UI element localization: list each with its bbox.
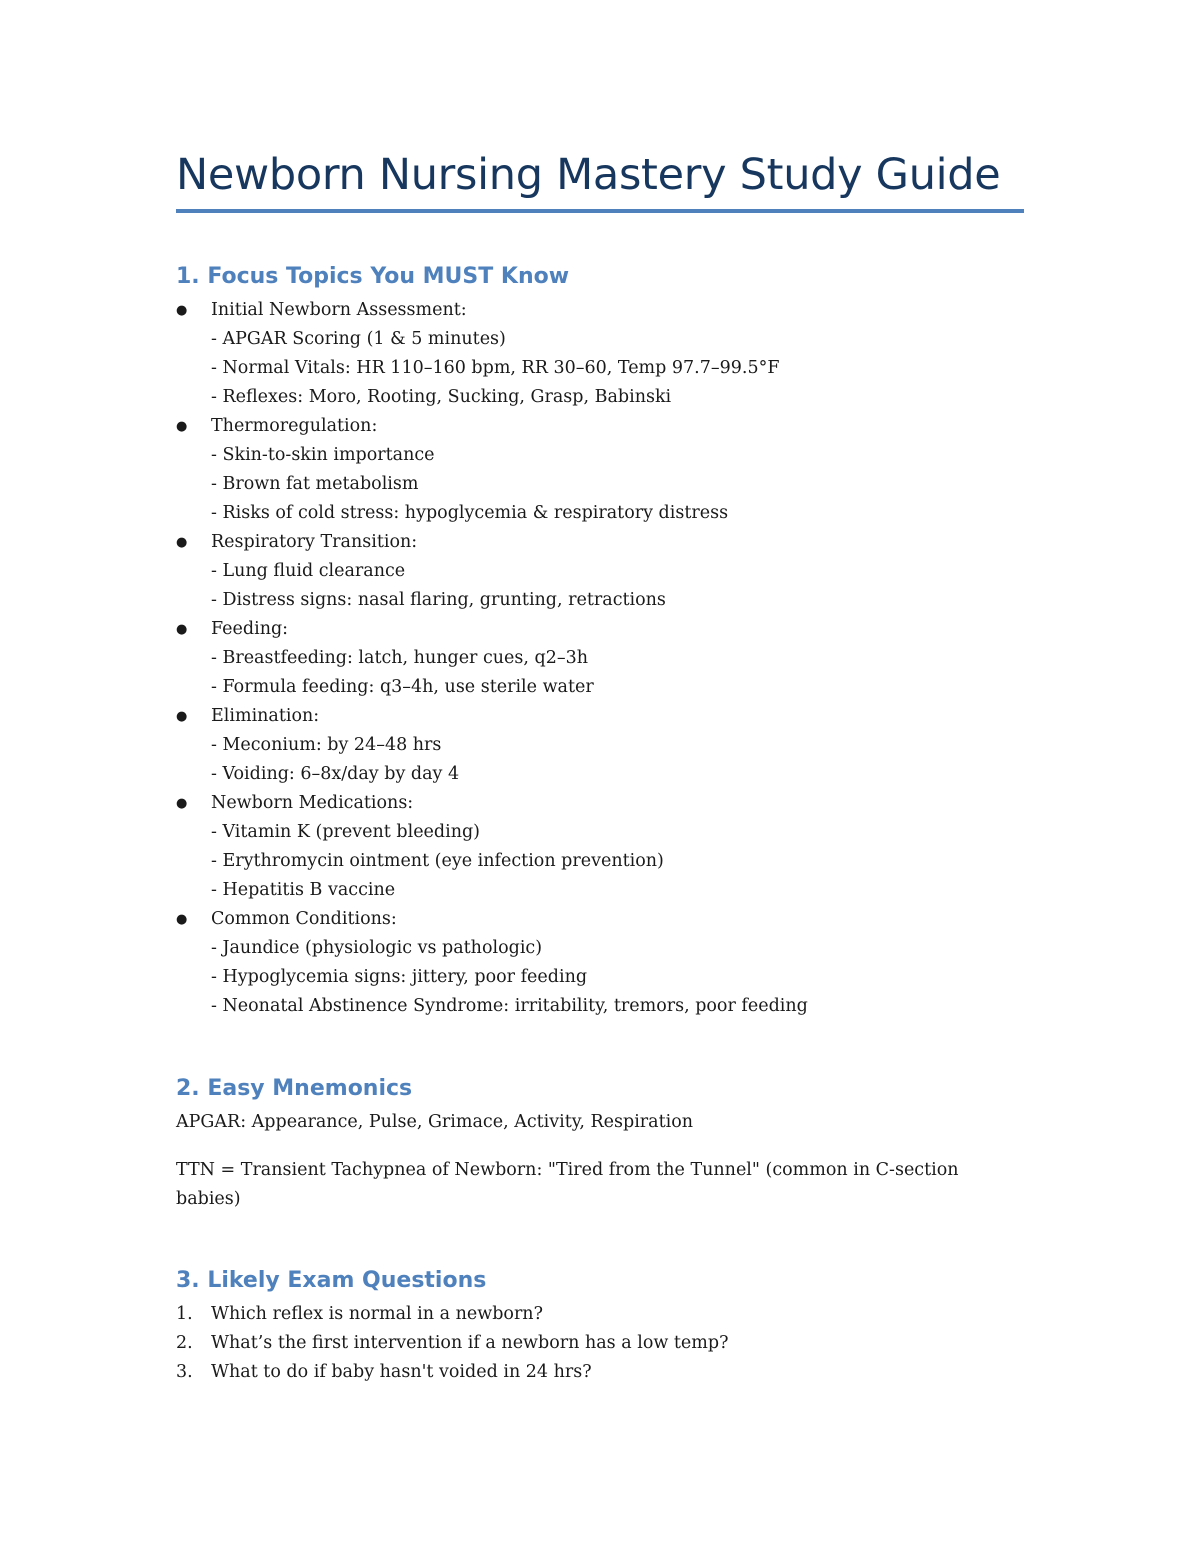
question-text: What to do if baby hasn't voided in 24 hrs?: [211, 1362, 592, 1382]
topic-detail: - Neonatal Abstinence Syndrome: irritability, tremors, poor feeding: [211, 996, 808, 1016]
topic-item-feeding: [176, 615, 1024, 702]
question-item: [176, 1358, 1024, 1387]
section-mnemonics: [176, 1074, 1024, 1214]
topic-label: Thermoregulation:: [211, 416, 378, 436]
topic-label: Newborn Medications:: [211, 793, 414, 813]
topic-item-common-conditions: [176, 905, 1024, 1021]
topic-detail: - Brown fat metabolism: [211, 474, 419, 494]
mnemonic-ttn: TTN = Transient Tachypnea of Newborn: "Tired from the Tunnel" (common in C-section babies): [176, 1160, 959, 1209]
topic-detail: - Distress signs: nasal flaring, grunting, retractions: [211, 590, 666, 610]
topic-detail: - Risks of cold stress: hypoglycemia & respiratory distress: [211, 503, 729, 523]
topic-item-elimination: [176, 702, 1024, 789]
topic-item-thermoregulation: [176, 412, 1024, 528]
topic-label: Feeding:: [211, 619, 289, 639]
focus-topics-list: [176, 296, 1024, 1021]
topic-detail: - Hepatitis B vaccine: [211, 880, 396, 900]
question-number: 2.: [176, 1333, 193, 1353]
topic-item-initial-assessment: [176, 296, 1024, 412]
topic-detail: - Skin-to-skin importance: [211, 445, 435, 465]
topic-detail: - Formula feeding: q3–4h, use sterile water: [211, 677, 594, 697]
bullet-icon: ●: [176, 622, 188, 637]
topic-label: Respiratory Transition:: [211, 532, 418, 552]
topic-label: Initial Newborn Assessment:: [211, 300, 467, 320]
topic-detail: - Reflexes: Moro, Rooting, Sucking, Grasp, Babinski: [211, 387, 672, 407]
question-item: [176, 1300, 1024, 1329]
topic-detail: - Meconium: by 24–48 hrs: [211, 735, 442, 755]
bullet-icon: ●: [176, 535, 188, 550]
section-heading: 1. Focus Topics You MUST Know: [176, 264, 570, 289]
bullet-icon: ●: [176, 303, 188, 318]
topic-detail: - Lung fluid clearance: [211, 561, 406, 581]
question-number: 3.: [176, 1362, 193, 1382]
section-heading: 2. Easy Mnemonics: [176, 1076, 413, 1101]
question-number: 1.: [176, 1304, 193, 1324]
section-exam-questions: [176, 1266, 1024, 1387]
bullet-icon: ●: [176, 419, 188, 434]
topic-item-medications: [176, 789, 1024, 905]
section-heading: 3. Likely Exam Questions: [176, 1268, 487, 1293]
topic-detail: - Voiding: 6–8x/day by day 4: [211, 764, 460, 784]
topic-detail: - Breastfeeding: latch, hunger cues, q2–3h: [211, 648, 589, 668]
topic-label: Common Conditions:: [211, 909, 397, 929]
bullet-icon: ●: [176, 796, 188, 811]
topic-detail: - APGAR Scoring (1 & 5 minutes): [211, 329, 506, 349]
topic-item-respiratory-transition: [176, 528, 1024, 615]
topic-detail: - Hypoglycemia signs: jittery, poor feeding: [211, 967, 588, 987]
topic-detail: - Vitamin K (prevent bleeding): [211, 822, 481, 842]
mnemonic-apgar: APGAR: Appearance, Pulse, Grimace, Activity, Respiration: [176, 1112, 694, 1132]
bullet-icon: ●: [176, 709, 188, 724]
document-title: Newborn Nursing Mastery Study Guide: [176, 150, 1001, 200]
mnemonics-body: [176, 1108, 1024, 1214]
exam-questions-list: [176, 1300, 1024, 1387]
topic-detail: - Jaundice (physiologic vs pathologic): [211, 938, 543, 958]
question-text: Which reflex is normal in a newborn?: [211, 1304, 543, 1324]
question-item: [176, 1329, 1024, 1358]
section-focus-topics: [176, 262, 1024, 1021]
topic-label: Elimination:: [211, 706, 320, 726]
topic-detail: - Erythromycin ointment (eye infection prevention): [211, 851, 664, 871]
title-underline: [176, 209, 1024, 213]
topic-detail: - Normal Vitals: HR 110–160 bpm, RR 30–60, Temp 97.7–99.5°F: [211, 358, 780, 378]
bullet-icon: ●: [176, 912, 188, 927]
question-text: What’s the first intervention if a newborn has a low temp?: [211, 1333, 729, 1353]
